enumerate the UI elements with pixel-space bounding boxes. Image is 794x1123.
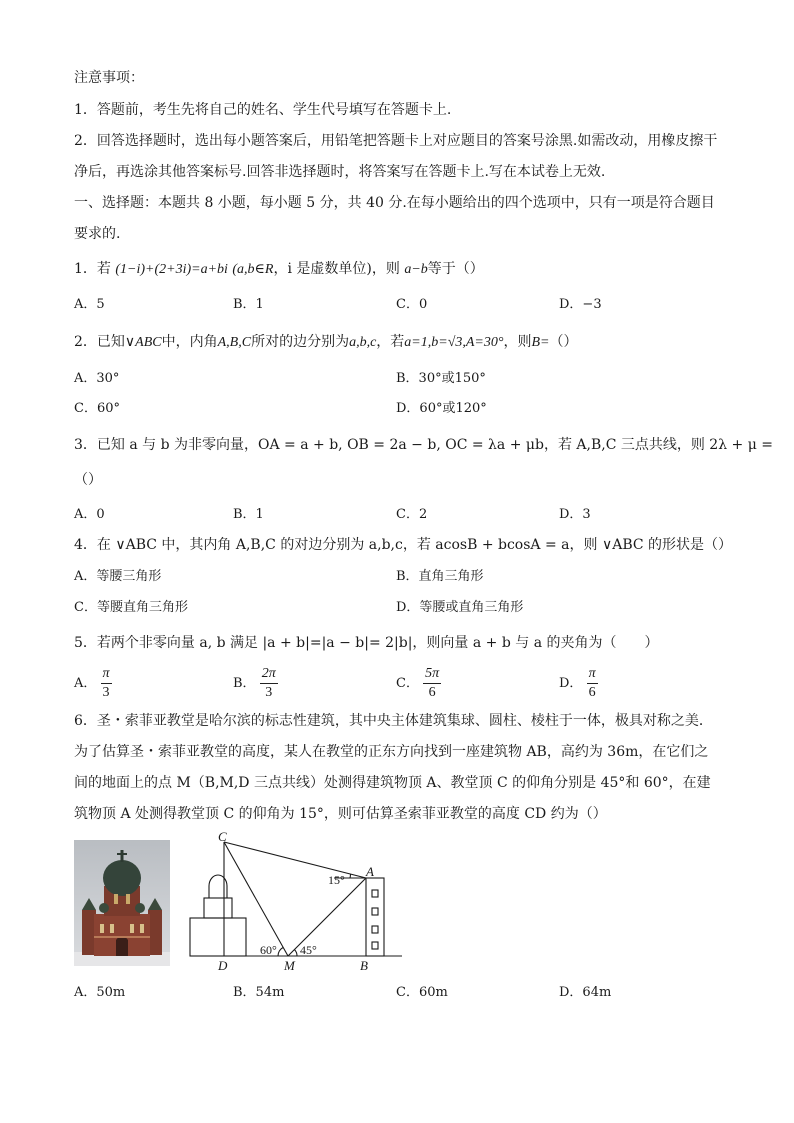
- church-middle: [204, 898, 232, 918]
- q2-ask: B=: [531, 335, 550, 350]
- label-m: M: [284, 958, 295, 973]
- notice-item-2: 2．回答选择题时，选出每小题答案后，用铅笔把答题卡上对应题目的答案号涂黑.如需改动，用橡皮擦干净后，再选涂其他答案标号.回答非选择题时，将答案写在答题卡上.写在本试卷上无效.: [74, 133, 718, 180]
- q5-c-num: 5π: [423, 665, 441, 684]
- arc-45: [295, 950, 298, 956]
- q5-a-num: π: [101, 665, 112, 684]
- q1-option-a[interactable]: A．5: [74, 297, 105, 312]
- q1-mid: ，i 是虚数单位)，则: [273, 261, 400, 277]
- cathedral-photo: [74, 840, 170, 966]
- church-base: [190, 918, 246, 956]
- q2-text-2: 所对的边分别为: [251, 334, 350, 350]
- q5-option-c-fraction: [423, 665, 441, 702]
- q1-num: 1．若: [74, 261, 111, 277]
- section-title: 一、选择题：本题共 8 小题，每小题 5 分，共 40 分.在每小题给出的四个选项中，只有一项是符合题目要求的.: [74, 195, 715, 242]
- q1-cond: (a,b∈R: [232, 262, 274, 277]
- q1-tail: 等于（）: [427, 261, 484, 277]
- q5-d-num: π: [587, 665, 598, 684]
- arc-15: [350, 874, 351, 878]
- q5-c-den: 6: [428, 685, 436, 700]
- q2-option-a[interactable]: A．30°: [74, 371, 120, 386]
- q4-option-c[interactable]: C．等腰直角三角形: [74, 600, 188, 615]
- q3-option-d[interactable]: D．3: [559, 507, 591, 522]
- q2-text-4: ，则: [503, 334, 532, 350]
- q2-num: 2．已知: [74, 334, 125, 350]
- q5-option-c[interactable]: [396, 665, 441, 702]
- q5-b-num: 2π: [260, 665, 278, 684]
- q2-text-1: 中，内角: [161, 334, 218, 350]
- q5-b-den: 3: [265, 685, 273, 700]
- q1-option-c[interactable]: C．0: [396, 297, 428, 312]
- q1-option-d[interactable]: D．−3: [559, 297, 602, 312]
- q1-expr: (1−i)+(2+3i)=a+bi: [115, 262, 228, 277]
- label-d: D: [218, 958, 228, 973]
- q4-option-a[interactable]: A．等腰三角形: [74, 569, 162, 584]
- q5-option-b-label: B．: [233, 676, 256, 691]
- q5-option-d[interactable]: [559, 665, 598, 702]
- q4-option-d[interactable]: D．等腰或直角三角形: [396, 600, 524, 615]
- question-4: 4．在 ∨ABC 中，其内角 A,B,C 的对边分别为 a,b,c，若 acosB + bcosA = a，则 ∨ABC 的形状是（）: [74, 537, 733, 553]
- q1-option-b[interactable]: B．1: [233, 297, 264, 312]
- arc-60: [278, 948, 283, 957]
- q2-angles: A,B,C: [217, 335, 252, 350]
- q5-option-b-fraction: [260, 665, 278, 702]
- angle-label-60: 60°: [260, 943, 277, 957]
- segment-cm: [224, 842, 288, 956]
- q5-option-c-label: C．: [396, 676, 419, 691]
- question-1: [74, 259, 484, 280]
- question-2: [74, 332, 577, 353]
- q2-text-3: ，若: [376, 334, 405, 350]
- q2-text-5: （）: [549, 334, 578, 350]
- q4-option-b[interactable]: B．直角三角形: [396, 569, 484, 584]
- q5-option-d-label: D．: [559, 676, 583, 691]
- q6-option-d[interactable]: D．64m: [559, 985, 612, 1000]
- geometry-diagram: [184, 832, 406, 974]
- label-a: A: [366, 864, 374, 879]
- notice-item-1: 1．答题前，考生先将自己的姓名、学生代号填写在答题卡上.: [74, 102, 452, 118]
- q2-sides: a,b,c: [349, 335, 377, 350]
- q5-a-den: 3: [102, 685, 110, 700]
- q5-option-a-fraction: [101, 665, 112, 702]
- question-3-line-1: 3．已知 a 与 b 为非零向量，OA = a + b, OB = 2a − b, OC = λa + μb，若 A,B,C 三点共线，则 2λ + μ =: [74, 437, 774, 453]
- q5-option-b[interactable]: [233, 665, 278, 702]
- q3-option-a[interactable]: A．0: [74, 507, 105, 522]
- question-6: 6．圣・索菲亚教堂是哈尔滨的标志性建筑，其中央主体建筑集球、圆柱、棱柱于一体，极具对称之美．为了估算圣・索菲亚教堂的高度，某人在教堂的正东方向找到一座建筑物 AB，高约为 36m，在它们之间的地面上的点 M（B,M,D 三点共线）处测得建筑物顶 A、教堂顶 C 的仰角分别是 45°和 60°，在建筑物顶 A 处测得教堂顶 C 的仰角为 15°，则可估算圣索菲亚教堂的高度 CD 约为（）: [74, 713, 713, 822]
- angle-label-45: 45°: [300, 943, 317, 957]
- q6-option-a[interactable]: A．50m: [74, 985, 126, 1000]
- q5-option-d-fraction: [587, 665, 598, 702]
- q6-option-b[interactable]: B．54m: [233, 985, 285, 1000]
- angle-label-15: 15°: [328, 873, 345, 887]
- question-5: 5．若两个非零向量 a, b 满足 |a + b|=|a − b|= 2|b|，则向量 a + b 与 a 的夹角为（ ）: [74, 635, 659, 651]
- q5-option-a-label: A．: [74, 676, 97, 691]
- q3-option-c[interactable]: C．2: [396, 507, 428, 522]
- q2-option-d[interactable]: D．60°或120°: [396, 401, 487, 416]
- q5-d-den: 6: [588, 685, 596, 700]
- q2-option-b[interactable]: B．30°或150°: [396, 371, 486, 386]
- q6-option-c[interactable]: C．60m: [396, 985, 448, 1000]
- q3-option-b[interactable]: B．1: [233, 507, 264, 522]
- q5-option-a[interactable]: [74, 665, 112, 702]
- q2-given: a=1,b=√3,A=30°: [404, 335, 504, 350]
- label-b: B: [360, 958, 368, 973]
- notice-heading: 注意事项：: [74, 70, 144, 86]
- question-3-line-2: （）: [74, 472, 102, 488]
- q2-option-c[interactable]: C．60°: [74, 401, 120, 416]
- q1-ask: a−b: [404, 262, 428, 277]
- label-c: C: [218, 832, 227, 844]
- q2-triangle: ∨ABC: [124, 335, 162, 350]
